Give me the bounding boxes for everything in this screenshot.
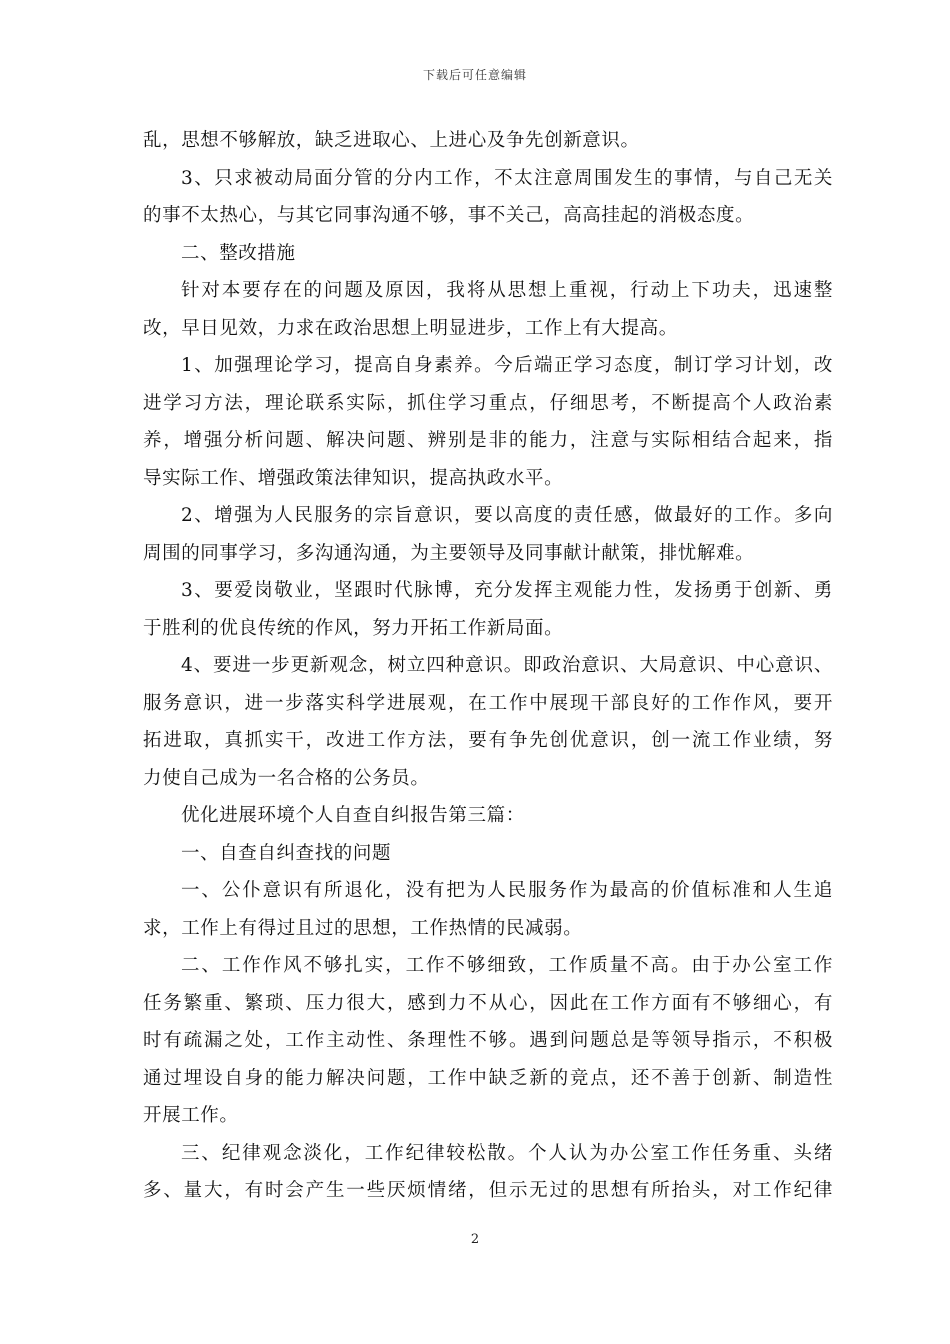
- text-line: 3、只求被动局面分管的分内工作，不太注意周围发生的事情，与自己无关: [181, 167, 833, 189]
- section-heading: 二、整改措施: [181, 242, 296, 264]
- document-body: [143, 122, 833, 1210]
- text-line: 通过埋设自身的能力解决问题，工作中缺乏新的竞点，还不善于创新、制造性: [143, 1067, 833, 1089]
- text-line: 拓进取，真抓实干，改进工作方法，要有争先创优意识，创一流工作业绩，努: [143, 730, 833, 751]
- text-line: 4、要进一步更新观念，树立四种意识。即政治意识、大局意识、中心意识、: [181, 655, 833, 676]
- section-heading: 优化进展环境个人自查自纠报告第三篇：: [181, 805, 525, 826]
- text-line: 服务意识，进一步落实科学进展观，在工作中展现干部良好的工作作风，要开: [143, 692, 833, 714]
- text-line: 周围的同事学习，多沟通沟通，为主要领导及同事献计献策，排忧解难。: [143, 542, 755, 564]
- text-line: 1、加强理论学习，提高自身素养。今后端正学习态度，制订学习计划，改: [181, 355, 833, 376]
- section-heading: 一、自查自纠查找的问题: [181, 842, 392, 864]
- text-line: 时有疏漏之处，工作主动性、条理性不够。遇到问题总是等领导指示，不积极: [143, 1030, 833, 1051]
- page-number: 2: [470, 1232, 480, 1247]
- text-line: 三、纪律观念淡化，工作纪律较松散。个人认为办公室工作任务重、头绪: [181, 1142, 833, 1164]
- text-line: 3、要爱岗敬业，坚跟时代脉博，充分发挥主观能力性，发扬勇于创新、勇: [181, 580, 833, 601]
- text-line: 的事不太热心，与其它同事沟通不够，事不关己，高高挂起的消极态度。: [143, 205, 755, 226]
- text-line: 于胜利的优良传统的作风，努力开拓工作新局面。: [143, 617, 564, 639]
- text-line: 一、公仆意识有所退化，没有把为人民服务作为最高的价值标准和人生追: [181, 880, 833, 901]
- text-line: 进学习方法，理论联系实际，抓住学习重点，仔细思考，不断提高个人政治素: [143, 392, 833, 414]
- text-line: 改，早日见效，力求在政治思想上明显进步，工作上有大提高。: [143, 317, 678, 339]
- text-line: 二、工作作风不够扎实，工作不够细致，工作质量不高。由于办公室工作: [181, 955, 833, 976]
- text-line: 求，工作上有得过且过的思想，工作热情的民减弱。: [143, 917, 583, 939]
- text-line: 2、增强为人民服务的宗旨意识，要以高度的责任感，做最好的工作。多向: [181, 505, 833, 526]
- text-line: 乱，思想不够解放，缺乏进取心、上进心及争先创新意识。: [143, 130, 640, 151]
- text-line: 导实际工作、增强政策法律知识，提高执政水平。: [143, 467, 564, 489]
- text-line: 开展工作。: [143, 1105, 239, 1126]
- page-header: 下载后可任意编辑: [422, 68, 527, 82]
- text-line: 养，增强分析问题、解决问题、辨别是非的能力，注意与实际相结合起来，指: [143, 430, 833, 451]
- text-line: 针对本要存在的问题及原因，我将从思想上重视，行动上下功夫，迅速整: [181, 280, 833, 301]
- text-line: 多、量大，有时会产生一些厌烦情绪，但示无过的思想有所抬头，对工作纪律: [143, 1180, 833, 1201]
- text-line: 任务繁重、繁琐、压力很大，感到力不从心，因此在工作方面有不够细心，有: [143, 992, 833, 1014]
- text-line: 力使自己成为一名合格的公务员。: [143, 767, 430, 789]
